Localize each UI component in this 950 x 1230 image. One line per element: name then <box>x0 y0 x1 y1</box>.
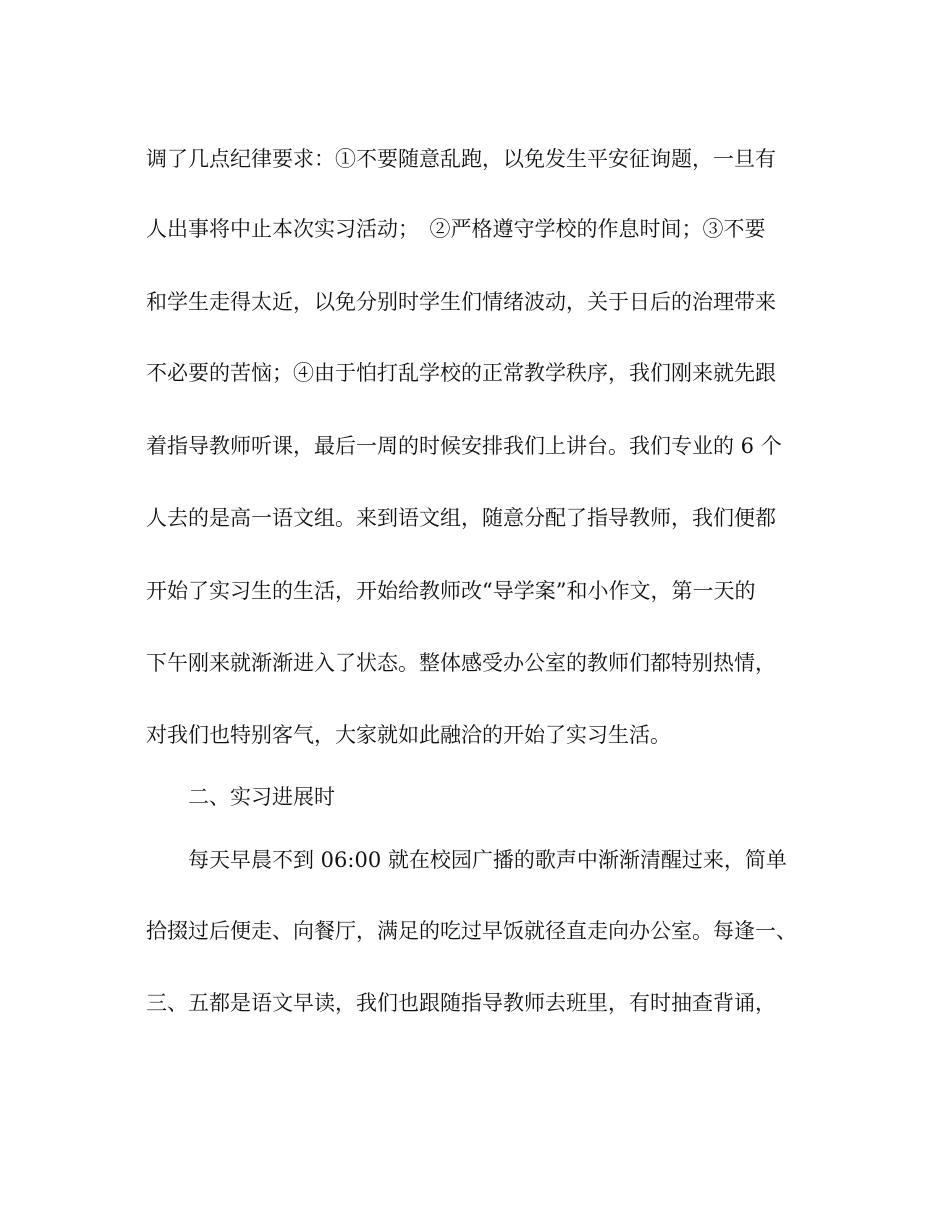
text-line: 人去的是高一语文组。来到语文组，随意分配了指导教师，我们便都 <box>146 506 776 530</box>
text-line: 三、五都是语文早读，我们也跟随指导教师去班里，有时抽查背诵， <box>146 991 776 1015</box>
text-line: 调了几点纪律要求：①不要随意乱跑，以免发生平安征询题，一旦有 <box>146 147 776 171</box>
text-line: 着指导教师听课，最后一周的时候安排我们上讲台。我们专业的 6 个 <box>146 434 782 458</box>
text-line: 下午刚来就渐渐进入了状态。整体感受办公室的教师们都特别热情， <box>146 651 776 675</box>
text-line: 和学生走得太近，以免分别时学生们情绪波动，关于日后的治理带来 <box>146 290 776 314</box>
text-line: 拾掇过后便走、向餐厅，满足的吃过早饭就径直走向办公室。每逢一、 <box>146 919 797 943</box>
text-line: 开始了实习生的生活，开始给教师改“导学案”和小作文，第一天的 <box>146 579 756 603</box>
text-line: 不必要的苦恼；④由于怕打乱学校的正常教学秩序，我们刚来就先跟 <box>146 361 776 385</box>
text-line: 对我们也特别客气，大家就如此融洽的开始了实习生活。 <box>146 723 671 747</box>
section-heading: 二、实习进展时 <box>188 785 335 809</box>
text-line: 每天早晨不到 06:00 就在校园广播的歌声中渐渐清醒过来，简单 <box>188 848 787 872</box>
text-line: 人出事将中止本次实习活动； ②严格遵守学校的作息时间；③不要 <box>146 217 766 241</box>
